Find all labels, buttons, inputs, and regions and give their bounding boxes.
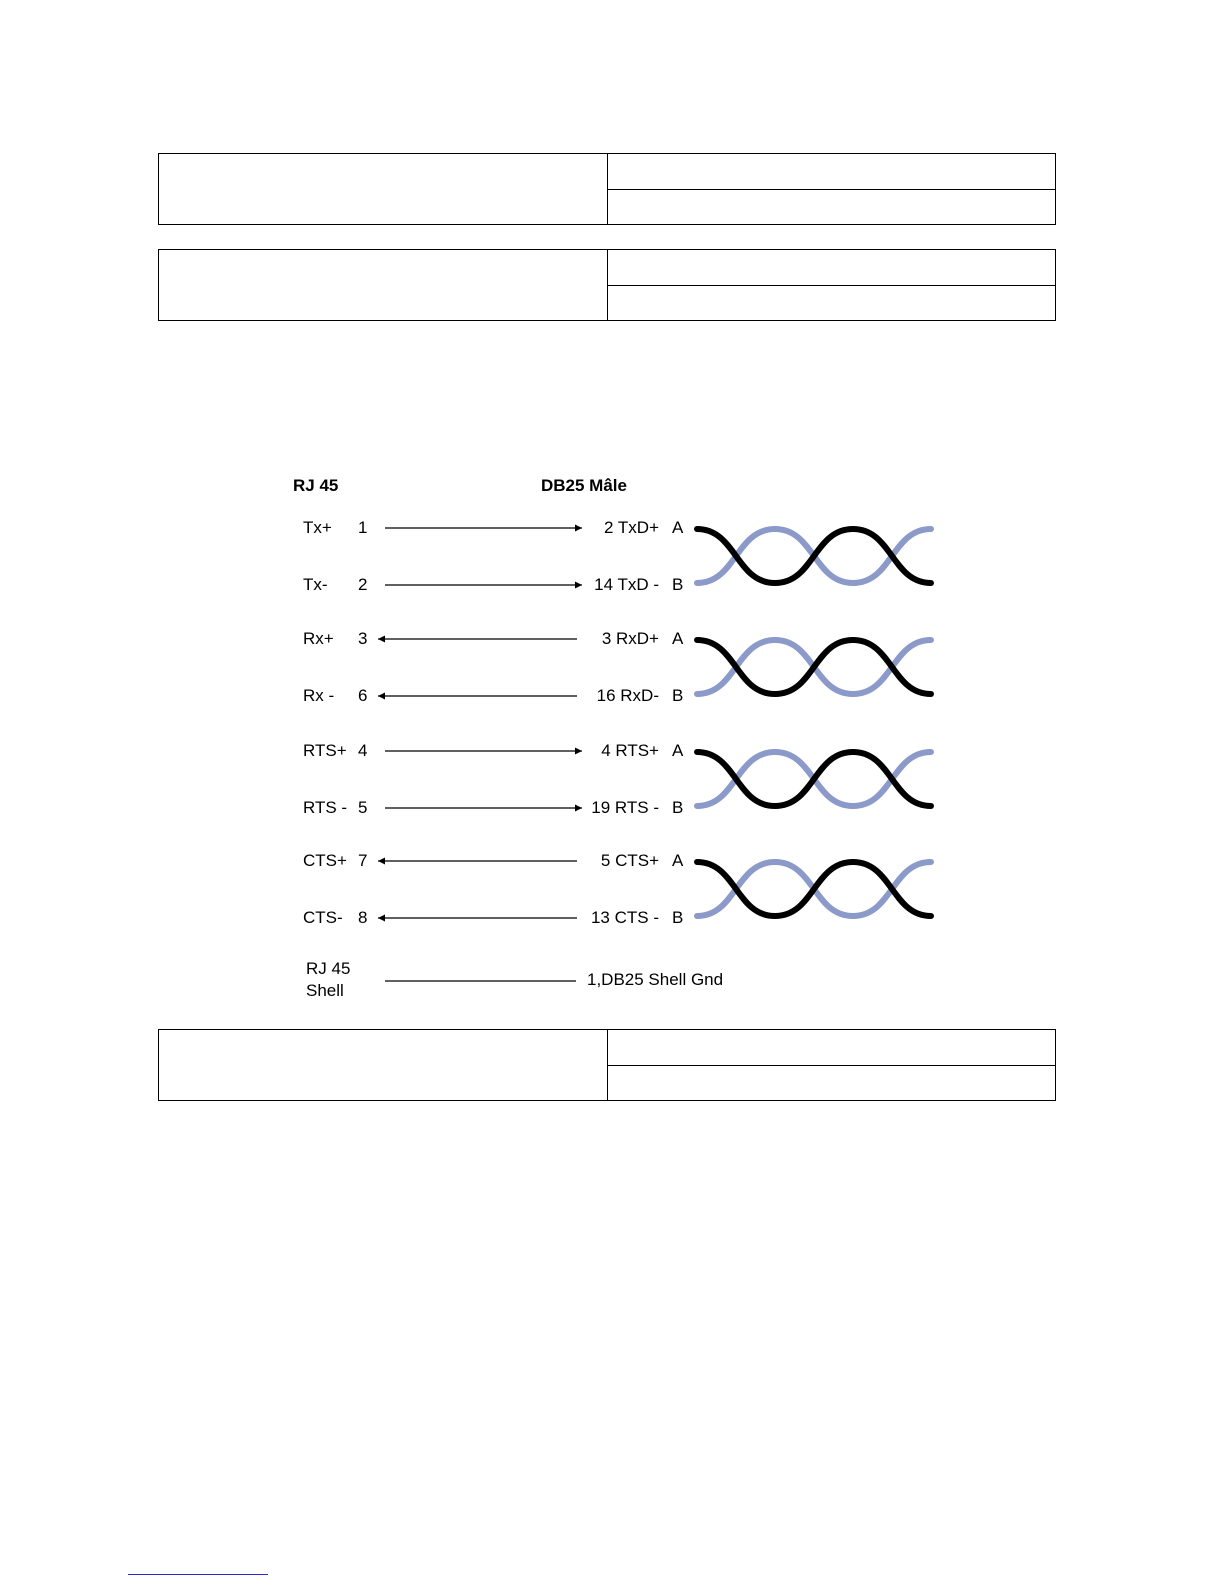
line-letter: B — [672, 686, 684, 705]
rj45-signal-label: Tx+ — [303, 518, 332, 537]
shell-connection — [306, 959, 723, 1000]
rj45-pin-number: 8 — [358, 908, 368, 927]
signal-pair — [303, 741, 931, 817]
rj45-signal-label: RTS - — [303, 798, 348, 817]
rj45-signal-label: CTS+ — [303, 851, 347, 870]
shell-ground-label: 1,DB25 Shell Gnd — [587, 970, 724, 989]
db25-pin-label: 5 CTS+ — [600, 851, 659, 870]
twisted-wire-dark — [697, 862, 931, 916]
rj45-signal-label: CTS- — [303, 908, 343, 927]
line-letter: B — [672, 575, 684, 594]
db25-pin-label: 3 RxD+ — [601, 629, 659, 648]
signal-pair — [303, 851, 931, 927]
info-table-3 — [158, 1029, 1056, 1101]
shell-label-line1: RJ 45 — [306, 959, 351, 978]
rj45-pin-number: 5 — [358, 798, 368, 817]
line-letter: B — [672, 908, 684, 927]
signal-pair — [303, 629, 931, 705]
rj45-pin-number: 6 — [358, 686, 368, 705]
rj45-pin-number: 7 — [358, 851, 368, 870]
line-letter: A — [672, 629, 684, 648]
table-cell-right-top — [608, 1030, 1055, 1065]
twisted-wire-dark — [697, 752, 931, 806]
db25-pin-label: 16 RxD- — [596, 686, 659, 705]
signal-pairs — [303, 518, 931, 927]
db25-pin-label: 2 TxD+ — [604, 518, 659, 537]
rj45-signal-label: RTS+ — [303, 741, 347, 760]
table-cell-left — [159, 1030, 608, 1100]
db25-pin-label: 14 TxD - — [594, 575, 659, 594]
twisted-wire-dark — [697, 529, 931, 583]
db25-header: DB25 Mâle — [541, 476, 627, 495]
line-letter: A — [672, 851, 684, 870]
twisted-wire-dark — [697, 640, 931, 694]
db25-pin-label: 4 RTS+ — [601, 741, 659, 760]
rj45-pin-number: 1 — [358, 518, 368, 537]
footnote-separator — [128, 1574, 268, 1575]
line-letter: B — [672, 798, 684, 817]
db25-pin-label: 19 RTS - — [591, 798, 659, 817]
rj45-pin-number: 2 — [358, 575, 368, 594]
table-cell-right-bottom — [608, 1065, 1055, 1101]
db25-pin-label: 13 CTS - — [590, 908, 659, 927]
rj45-header: RJ 45 — [293, 476, 339, 495]
rj45-signal-label: Rx+ — [303, 629, 334, 648]
rj45-signal-label: Tx- — [303, 575, 328, 594]
line-letter: A — [672, 741, 684, 760]
rj45-pin-number: 4 — [358, 741, 368, 760]
rj45-pin-number: 3 — [358, 629, 368, 648]
signal-pair — [303, 518, 931, 594]
shell-label-line2: Shell — [306, 981, 344, 1000]
rj45-signal-label: Rx - — [303, 686, 335, 705]
line-letter: A — [672, 518, 684, 537]
